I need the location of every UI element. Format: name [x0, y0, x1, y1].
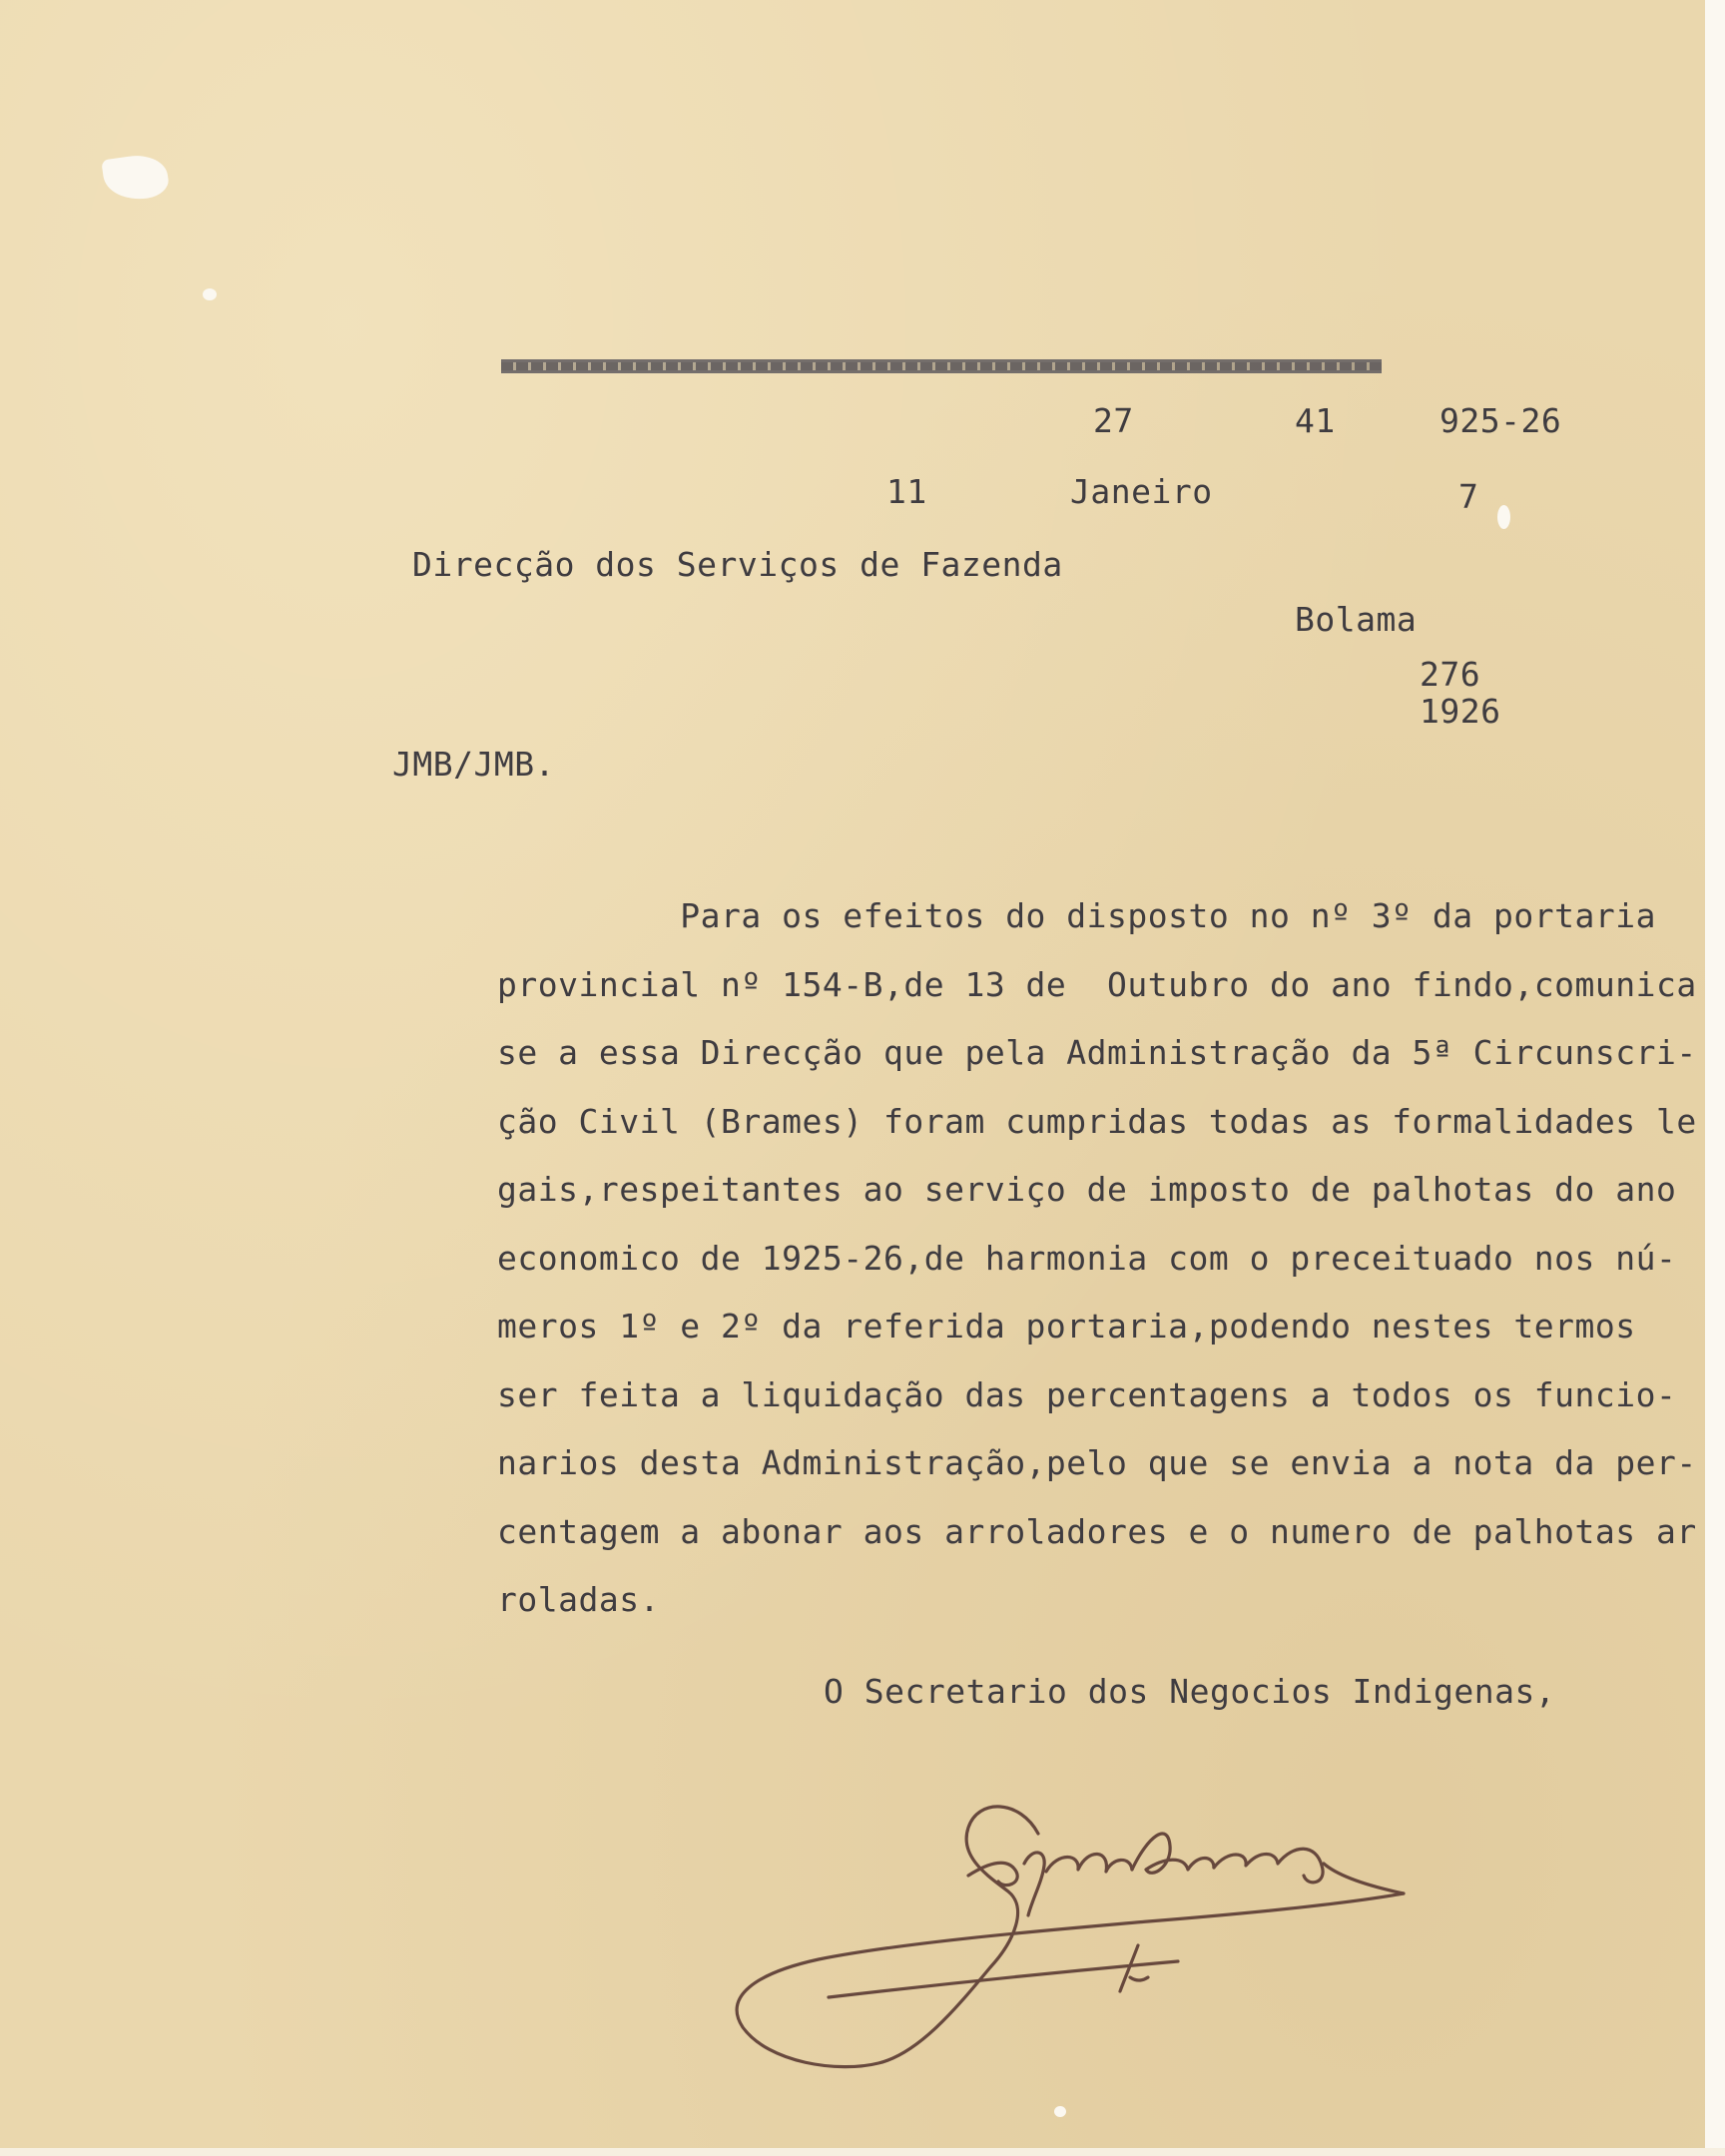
paper-tear [101, 152, 171, 204]
body-line: economico de 1925-26,de harmonia com o preceituado nos nú- [497, 1238, 1677, 1278]
date-day: 11 [886, 472, 927, 511]
typed-separator-rule [501, 359, 1382, 373]
recipient-line: Direcção dos Serviços de Fazenda [412, 545, 1063, 584]
paper-hole [1054, 2106, 1066, 2117]
location-line: Bolama [1295, 600, 1418, 639]
body-line: roladas. [497, 1580, 660, 1619]
body-line: ção Civil (Brames) foram cumpridas todas as formalidades le [497, 1101, 1697, 1141]
body-line: provincial nº 154-B,de 13 de Outubro do ano findo,comunica [497, 964, 1697, 1004]
paper-hole [1497, 505, 1510, 529]
archive-number: 276 [1420, 655, 1481, 694]
date-month: Janeiro [1070, 472, 1213, 511]
letter-body [497, 882, 1707, 1635]
body-line: centagem a abonar aos arroladores e o numero de palhotas ar [497, 1511, 1697, 1551]
archive-year: 1926 [1420, 692, 1501, 731]
typist-initials: JMB/JMB. [392, 745, 555, 784]
body-line: Para os efeitos do disposto no nº 3º da portaria [497, 896, 1656, 935]
paper-hole [203, 288, 217, 300]
paper-edge-right [1705, 0, 1725, 2156]
body-line: gais,respeitantes ao serviço de imposto de palhotas do ano [497, 1170, 1677, 1209]
body-line: se a essa Direcção que pela Administração da 5ª Circunscri- [497, 1033, 1697, 1072]
body-line: meros 1º e 2º da referida portaria,podendo nestes termos [497, 1307, 1636, 1346]
handwritten-signature [729, 1792, 1408, 2081]
paper-edge-bottom [0, 2148, 1725, 2156]
reference-number: 41 [1295, 401, 1336, 440]
body-line: narios desta Administração,pelo que se envia a nota da per- [497, 1443, 1697, 1482]
body-line: ser feita a liquidação das percentagens a todos os funcio- [497, 1374, 1677, 1414]
signatory-title: O Secretario dos Negocios Indigenas, [824, 1672, 1556, 1711]
reference-day: 27 [1093, 401, 1134, 440]
reference-year: 925-26 [1439, 401, 1562, 440]
date-number: 7 [1458, 477, 1479, 516]
